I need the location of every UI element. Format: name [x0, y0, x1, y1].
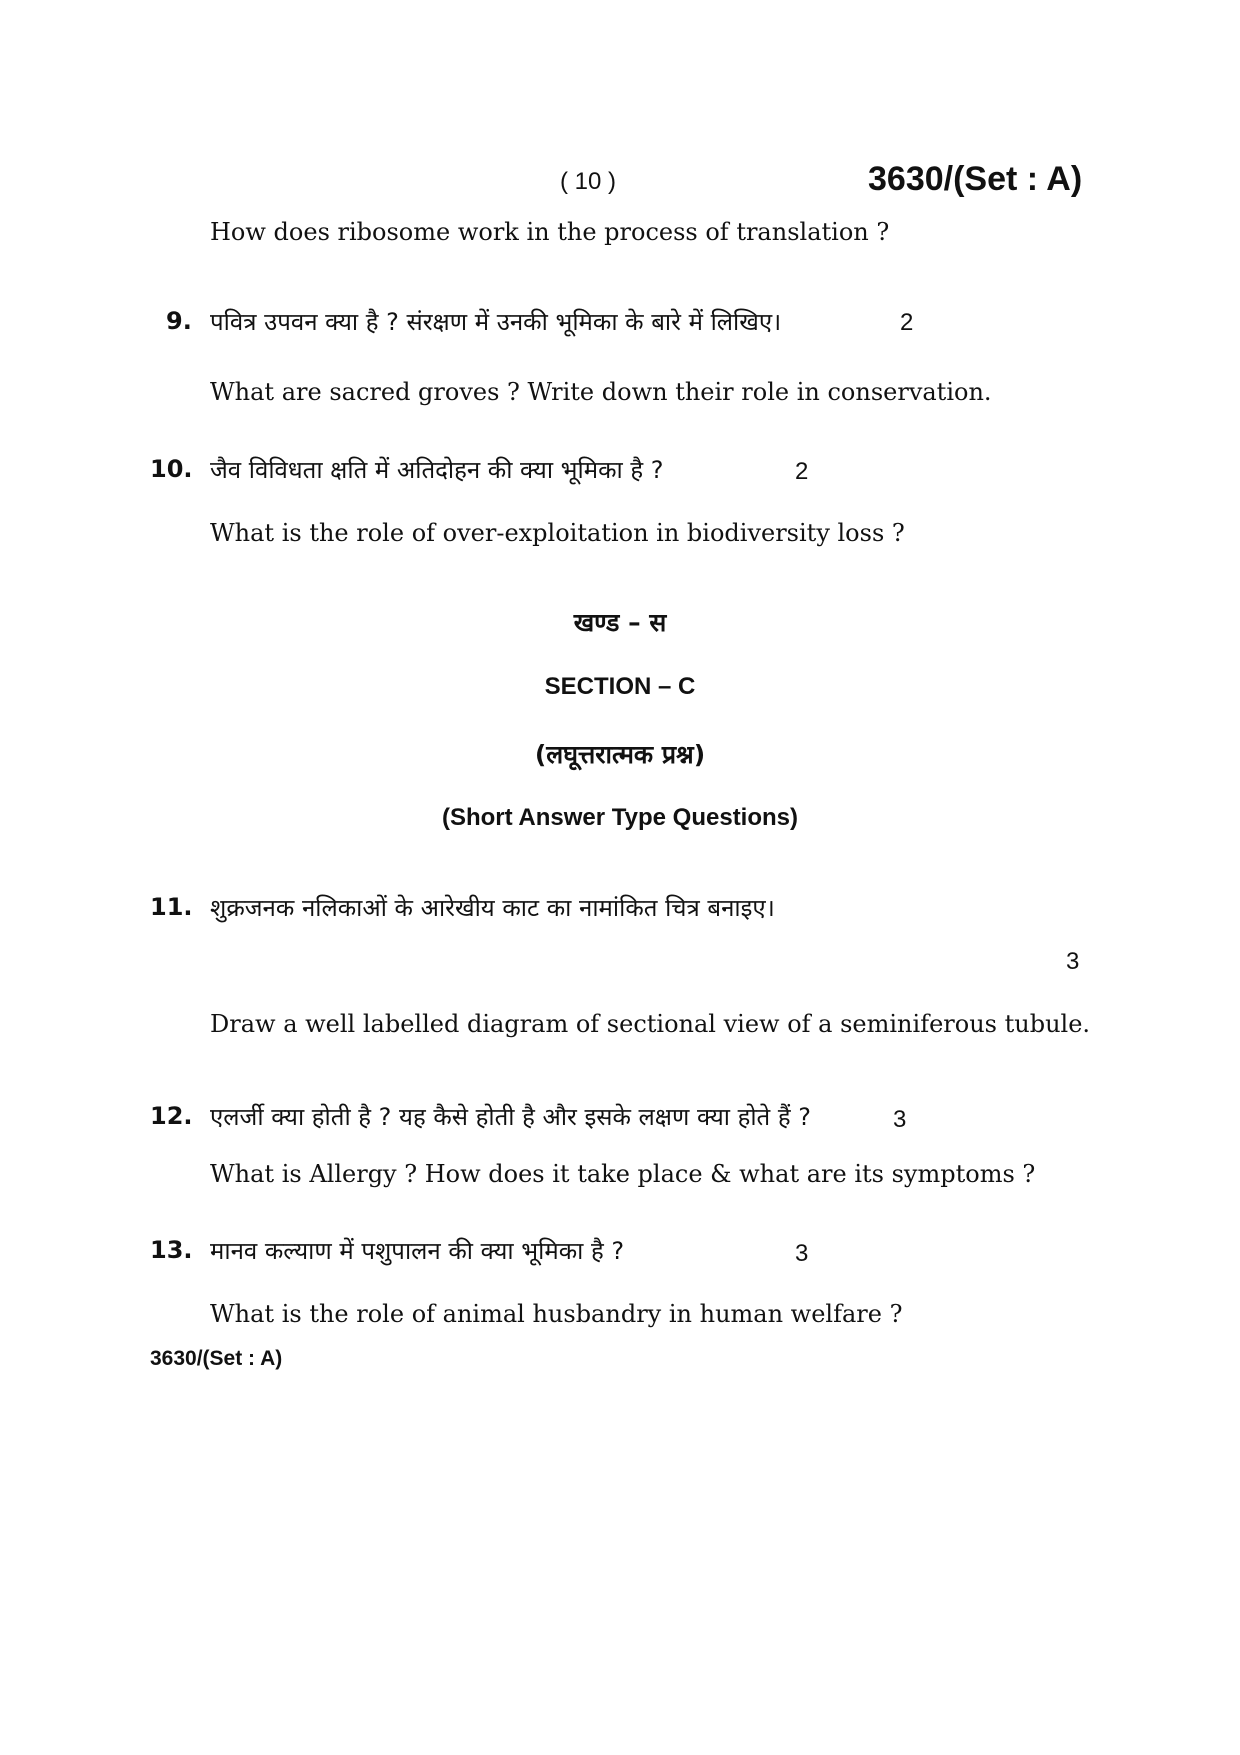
question-12-english: What is Allergy ? How does it take place & what are its symptoms ? — [210, 1160, 1036, 1188]
question-10-marks: 2 — [795, 458, 809, 485]
question-12-marks: 3 — [893, 1106, 907, 1133]
question-13-number: 13. — [150, 1236, 193, 1264]
question-10-english: What is the role of over-exploitation in biodiversity loss ? — [210, 519, 905, 547]
question-11-hindi: शुक्रजनक नलिकाओं के आरेखीय काट का नामांकित चित्र बनाइए। — [210, 894, 775, 922]
question-10-number: 10. — [150, 455, 193, 483]
paper-code-header: 3630/(Set : A) — [868, 160, 1083, 198]
question-9-marks: 2 — [900, 309, 914, 336]
question-9-english: What are sacred groves ? Write down their role in conservation. — [210, 378, 992, 406]
page-number: ( 10 ) — [560, 168, 617, 195]
question-9-hindi: पवित्र उपवन क्या है ? संरक्षण में उनकी भूमिका के बारे में लिखिए। — [210, 308, 782, 336]
question-13-marks: 3 — [795, 1240, 809, 1267]
question-11-english: Draw a well labelled diagram of sectional view of a seminiferous tubule. — [210, 1010, 1091, 1038]
question-9-number: 9. — [166, 307, 192, 335]
question-13-english: What is the role of animal husbandry in human welfare ? — [210, 1300, 903, 1328]
question-11-number: 11. — [150, 893, 193, 921]
section-subtitle-hindi: (लघूत्तरात्मक प्रश्न) — [534, 740, 706, 769]
question-8-english-tail: How does ribosome work in the process of translation ? — [210, 218, 890, 246]
section-title-hindi: खण्ड – स — [573, 608, 667, 637]
question-13-hindi: मानव कल्याण में पशुपालन की क्या भूमिका है ? — [210, 1237, 625, 1265]
section-title-english: SECTION – C — [544, 673, 696, 700]
question-12-hindi: एलर्जी क्या होती है ? यह कैसे होती है और इसके लक्षण क्या होते हैं ? — [210, 1103, 811, 1131]
question-10-hindi: जैव विविधता क्षति में अतिदोहन की क्या भूमिका है ? — [210, 456, 664, 484]
question-11-marks: 3 — [1066, 948, 1080, 975]
question-12-number: 12. — [150, 1102, 193, 1130]
paper-code-footer: 3630/(Set : A) — [150, 1347, 283, 1370]
section-subtitle-english: (Short Answer Type Questions) — [441, 804, 799, 831]
